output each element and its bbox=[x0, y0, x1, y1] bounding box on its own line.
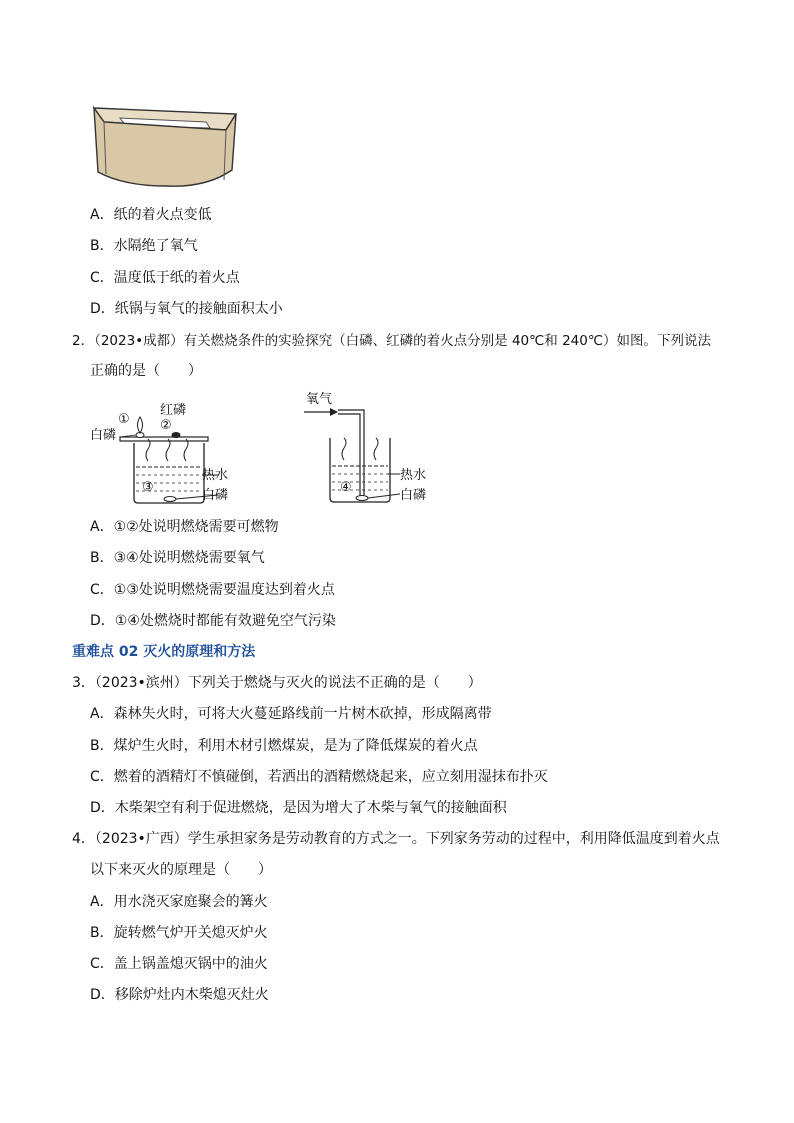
q1-option-b: B．水隔绝了氧气 bbox=[90, 238, 198, 254]
label-white-phosphorus-top: 白磷 bbox=[90, 428, 117, 443]
q3-option-b: B．煤炉生火时，利用木材引燃煤炭，是为了降低煤炭的着火点 bbox=[90, 738, 478, 754]
paper-pot-figure bbox=[86, 100, 241, 192]
q2-stem-line1: 2．（2023•成都）有关燃烧条件的实验探究（白磷、红磷的着火点分别是 40℃和 240℃）如图。下列说法 bbox=[72, 333, 712, 349]
q2-stem-line2: 正确的是（ ） bbox=[90, 363, 202, 379]
mark-2: ② bbox=[160, 418, 172, 433]
q2-option-a: A．①②处说明燃烧需要可燃物 bbox=[90, 519, 279, 535]
label-red-phosphorus: 红磷 bbox=[160, 403, 187, 418]
q1-option-a: A．纸的着火点变低 bbox=[90, 207, 212, 223]
label-oxygen: 氧气 bbox=[306, 392, 333, 407]
q3-option-d: D．木柴架空有利于促进燃烧，是因为增大了木柴与氧气的接触面积 bbox=[90, 800, 507, 816]
q4-option-d: D．移除炉灶内木柴熄灭灶火 bbox=[90, 987, 269, 1003]
label-hot-water-right: 热水 bbox=[400, 468, 427, 483]
q2-option-d: D．①④处燃烧时都能有效避免空气污染 bbox=[90, 613, 336, 629]
q4-stem-line1: 4．（2023•广西）学生承担家务是劳动教育的方式之一。下列家务劳动的过程中，利用降低温度到着火点 bbox=[72, 831, 720, 847]
label-white-phosphorus-right: 白磷 bbox=[400, 488, 427, 503]
q2-option-b: B．③④处说明燃烧需要氧气 bbox=[90, 550, 265, 566]
mark-4: ④ bbox=[340, 480, 352, 495]
q3-option-c: C．燃着的酒精灯不慎碰倒，若洒出的酒精燃烧起来，应立刻用湿抹布扑灭 bbox=[90, 769, 548, 785]
label-white-phosphorus-left-bottom: 白磷 bbox=[202, 488, 229, 503]
q3-stem: 3．（2023•滨州）下列关于燃烧与灭火的说法不正确的是（ ） bbox=[72, 675, 482, 691]
label-hot-water-left: 热水 bbox=[202, 468, 229, 483]
q4-stem-line2: 以下来灭火的原理是（ ） bbox=[90, 862, 272, 878]
q4-option-b: B．旋转燃气炉开关熄灭炉火 bbox=[90, 925, 268, 941]
q4-option-a: A．用水浇灭家庭聚会的篝火 bbox=[90, 894, 268, 910]
mark-3: ③ bbox=[142, 480, 154, 495]
mark-1: ① bbox=[118, 412, 130, 427]
section-title: 重难点 02 灭火的原理和方法 bbox=[72, 644, 256, 660]
q4-option-c: C．盖上锅盖熄灭锅中的油火 bbox=[90, 956, 268, 972]
q1-option-c: C．温度低于纸的着火点 bbox=[90, 270, 240, 286]
q2-option-c: C．①③处说明燃烧需要温度达到着火点 bbox=[90, 582, 335, 598]
q1-option-d: D．纸锅与氧气的接触面积太小 bbox=[90, 301, 283, 317]
q3-option-a: A．森林失火时，可将大火蔓延路线前一片树木砍掉，形成隔离带 bbox=[90, 706, 492, 722]
